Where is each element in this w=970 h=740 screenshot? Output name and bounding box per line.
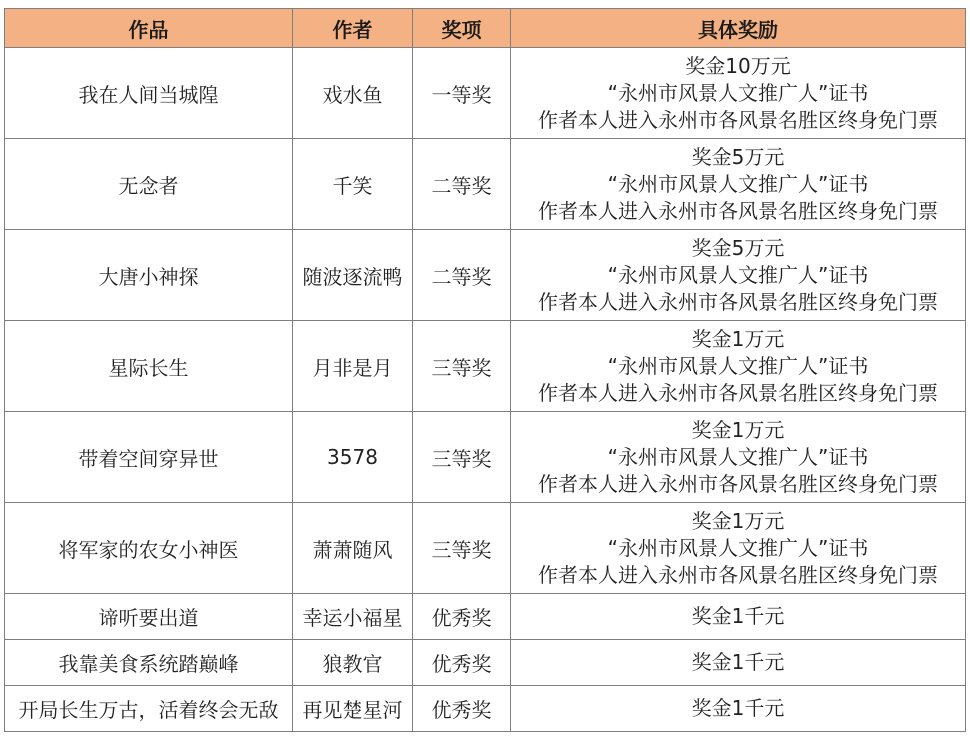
prize-money: 奖金1万元 <box>691 508 785 533</box>
prize-free-tickets: 作者本人进入永州市各风景名胜区终身免门票 <box>538 380 938 405</box>
cell-author: 萧萧随风 <box>293 503 413 594</box>
header-work: 作品 <box>5 9 293 48</box>
cell-author: 狼教官 <box>293 640 413 686</box>
prize-money: 奖金10万元 <box>685 53 791 78</box>
prize-money: 奖金1万元 <box>691 417 785 442</box>
prize-certificate: “永州市风景人文推广人”证书 <box>607 444 869 469</box>
header-row <box>5 9 966 48</box>
cell-award: 二等奖 <box>413 139 511 230</box>
awards-table <box>4 8 966 732</box>
cell-award: 优秀奖 <box>413 594 511 640</box>
cell-work: 星际长生 <box>5 321 293 412</box>
prize-free-tickets: 作者本人进入永州市各风景名胜区终身免门票 <box>538 471 938 496</box>
cell-award: 三等奖 <box>413 412 511 503</box>
table-row <box>5 230 966 321</box>
cell-work: 大唐小神探 <box>5 230 293 321</box>
table-row <box>5 48 966 139</box>
cell-award: 三等奖 <box>413 503 511 594</box>
cell-author: 再见楚星河 <box>293 686 413 732</box>
table-row <box>5 139 966 230</box>
cell-prize <box>511 321 966 412</box>
table-row <box>5 503 966 594</box>
prize-free-tickets: 作者本人进入永州市各风景名胜区终身免门票 <box>538 107 938 132</box>
cell-author: 幸运小福星 <box>293 594 413 640</box>
header-prize: 具体奖励 <box>511 9 966 48</box>
table-row <box>5 412 966 503</box>
prize-free-tickets: 作者本人进入永州市各风景名胜区终身免门票 <box>538 198 938 223</box>
cell-work: 我靠美食系统踏巅峰 <box>5 640 293 686</box>
cell-prize <box>511 48 966 139</box>
prize-certificate: “永州市风景人文推广人”证书 <box>607 535 869 560</box>
header-award: 奖项 <box>413 9 511 48</box>
prize-certificate: “永州市风景人文推广人”证书 <box>607 171 869 196</box>
prize-certificate: “永州市风景人文推广人”证书 <box>607 80 869 105</box>
prize-money: 奖金1千元 <box>691 604 785 628</box>
header-author: 作者 <box>293 9 413 48</box>
cell-award: 优秀奖 <box>413 640 511 686</box>
cell-award: 优秀奖 <box>413 686 511 732</box>
cell-work: 无念者 <box>5 139 293 230</box>
cell-award: 一等奖 <box>413 48 511 139</box>
prize-certificate: “永州市风景人文推广人”证书 <box>607 262 869 287</box>
prize-free-tickets: 作者本人进入永州市各风景名胜区终身免门票 <box>538 562 938 587</box>
prize-free-tickets: 作者本人进入永州市各风景名胜区终身免门票 <box>538 289 938 314</box>
prize-money: 奖金1千元 <box>691 650 785 674</box>
prize-money: 奖金5万元 <box>691 235 785 260</box>
cell-work: 谛听要出道 <box>5 594 293 640</box>
table-row <box>5 594 966 640</box>
table-row <box>5 321 966 412</box>
cell-award: 二等奖 <box>413 230 511 321</box>
cell-prize <box>511 640 966 686</box>
cell-prize <box>511 139 966 230</box>
prize-money: 奖金5万元 <box>691 144 785 169</box>
cell-work: 我在人间当城隍 <box>5 48 293 139</box>
cell-prize <box>511 594 966 640</box>
cell-author: 月非是月 <box>293 321 413 412</box>
prize-money: 奖金1千元 <box>691 696 785 720</box>
cell-author: 3578 <box>293 412 413 503</box>
cell-author: 戏水鱼 <box>293 48 413 139</box>
cell-author: 随波逐流鸭 <box>293 230 413 321</box>
cell-prize <box>511 503 966 594</box>
cell-prize <box>511 230 966 321</box>
cell-work: 带着空间穿异世 <box>5 412 293 503</box>
table-row <box>5 640 966 686</box>
table-row <box>5 686 966 732</box>
cell-prize <box>511 412 966 503</box>
cell-author: 千笑 <box>293 139 413 230</box>
cell-award: 三等奖 <box>413 321 511 412</box>
cell-prize <box>511 686 966 732</box>
cell-work: 将军家的农女小神医 <box>5 503 293 594</box>
cell-work: 开局长生万古，活着终会无敌 <box>5 686 293 732</box>
prize-money: 奖金1万元 <box>691 326 785 351</box>
prize-certificate: “永州市风景人文推广人”证书 <box>607 353 869 378</box>
